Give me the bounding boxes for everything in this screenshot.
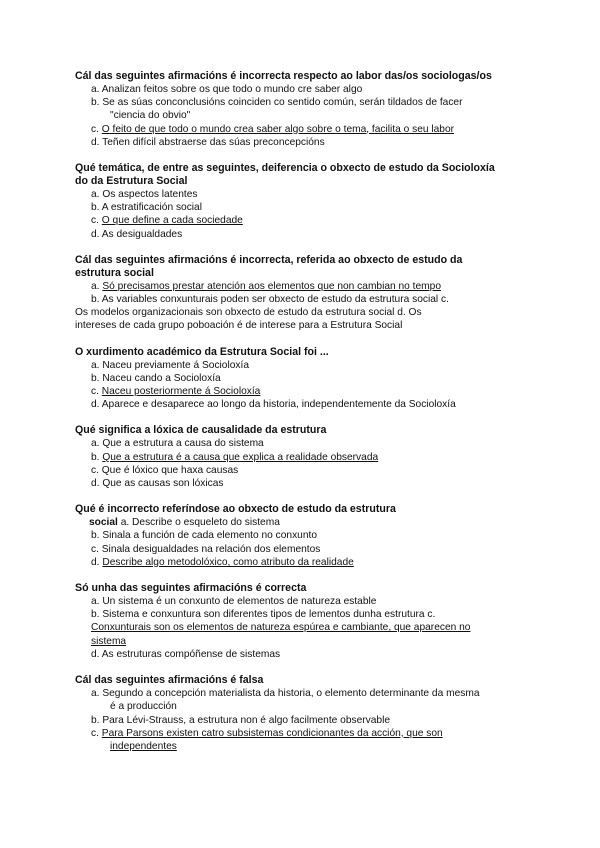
option-b: b. Se as súas conconclusións coinciden co sentido común, serán tildados de facer [91, 97, 463, 109]
option-b: b. Para Lévi-Strauss, a estrutura non é algo facilmente observable [91, 714, 390, 726]
option-marker: d. [91, 556, 100, 568]
correct-answer: Describe algo metodolóxico, como atributo da realidade [102, 556, 354, 568]
option-a: a. Un sistema é un conxunto de elementos de natureza estable [91, 596, 377, 608]
option-b: b. As variables conxunturais poden ser obxecto de estudo da estrutura social c. [91, 294, 449, 306]
correct-answer: O que define a cada sociedade [101, 215, 243, 227]
option-b: b. Naceu cando a Socioloxía [91, 372, 221, 384]
question-title: Cál das seguintes afirmacións é falsa [75, 674, 264, 687]
option-a: a. Analizan feitos sobre os que todo o mundo cre saber algo [91, 84, 363, 95]
option-d: d. Que as causas son lóxicas [91, 478, 224, 490]
correct-answer: Só precisamos prestar atención aos elementos que non cambian no tempo [102, 280, 441, 292]
question-title: Qué temática, de entre as seguintes, deiferencia o obxecto de estudo da Socioloxía [75, 162, 495, 175]
question-title: O xurdimento académico da Estrutura Social foi ... [75, 345, 329, 358]
option-c-d-text: Os modelos organizacionais son obxecto de estudo da estrutura social d. Os [75, 307, 422, 319]
option-a [75, 280, 525, 293]
correct-answer: O feito de que todo o mundo crea saber algo sobre o tema, facilita o seu labor [101, 123, 455, 135]
option-d: d. Teñen difícil abstraerse das súas preconcepcións [91, 136, 325, 148]
option-b: b. A estratificación social [91, 202, 202, 214]
question-4 [75, 346, 525, 412]
option-a [75, 516, 525, 529]
question-title: Cál das seguintes afirmacións é incorrecta respecto ao labor das/os sociologas/os [75, 70, 492, 82]
option-marker: a. [91, 280, 100, 292]
option-c: c. Sinala desigualdades na relación dos elementos [91, 543, 321, 555]
option-marker: c. [91, 123, 99, 135]
question-5 [75, 424, 525, 490]
option-a-text: a. Describe o esqueleto do sistema [120, 517, 280, 529]
question-6 [75, 503, 525, 569]
question-title-continuation: estrutura social [75, 266, 154, 279]
option-marker: c. [91, 727, 99, 739]
option-d: d. As desigualdades [91, 228, 183, 240]
option-b: b. Sinala a función de cada elemento no conxunto [91, 530, 317, 542]
option-marker: c. [91, 386, 99, 398]
option-d: d. As estruturas compóñense de sistemas [91, 648, 281, 660]
correct-answer: Para Parsons existen catro subsistemas condicionantes da acción, que son [101, 727, 443, 739]
correct-answer-continuation: sistema [91, 635, 127, 647]
option-a: a. Os aspectos latentes [91, 189, 198, 201]
option-c: c. Que é lóxico que haxa causas [91, 464, 239, 476]
option-b [75, 451, 525, 464]
question-8 [75, 674, 525, 753]
option-d-continuation: intereses de cada grupo poboación é de interese para a Estrutura Social [75, 320, 403, 332]
option-a-continuation: é a producción [110, 701, 177, 713]
question-title: Só unha das seguintes afirmacións é correcta [75, 582, 307, 595]
correct-answer: Que a estrutura é a causa que explica a realidade observada [102, 451, 379, 463]
correct-answer: Conxunturais son os elementos de natureza espúrea e cambiante, que aparecen no [91, 622, 471, 634]
question-2 [75, 162, 525, 241]
option-a: a. Que a estrutura a causa do sistema [91, 438, 264, 450]
option-marker: b. [91, 451, 100, 463]
option-d [75, 556, 525, 569]
option-a: a. Segundo a concepción materialista da historia, o elemento determinante da mesma [91, 688, 480, 700]
option-b-continuation: "ciencia do obvio" [110, 110, 191, 122]
option-b: b. Sistema e conxuntura son diferentes tipos de lementos dunha estrutura c. [91, 609, 436, 621]
document-page [75, 70, 525, 766]
question-7 [75, 582, 525, 661]
option-c [75, 727, 525, 740]
question-1 [75, 70, 525, 149]
question-title: Qué significa a lóxica de causalidade da estrutura [75, 424, 327, 437]
option-c [75, 214, 525, 227]
question-title: Qué é incorrecto referíndose ao obxecto de estudo da estrutura [75, 503, 396, 516]
option-c [75, 123, 525, 136]
option-a: a. Naceu previamente á Socioloxía [91, 359, 249, 371]
question-3 [75, 254, 525, 333]
question-title-continuation: do da Estrutura Social [75, 175, 188, 188]
option-d: d. Aparece e desaparece ao longo da historia, independentemente da Socioloxía [91, 399, 456, 411]
correct-answer-continuation: independentes [110, 740, 177, 752]
option-c [75, 385, 525, 398]
option-marker: c. [91, 215, 99, 227]
question-title: Cál das seguintes afirmacións é incorrecta, referida ao obxecto de estudo da [75, 253, 463, 266]
question-title-continuation: social [89, 517, 118, 529]
correct-answer: Naceu posteriormente á Socioloxía [101, 386, 261, 398]
